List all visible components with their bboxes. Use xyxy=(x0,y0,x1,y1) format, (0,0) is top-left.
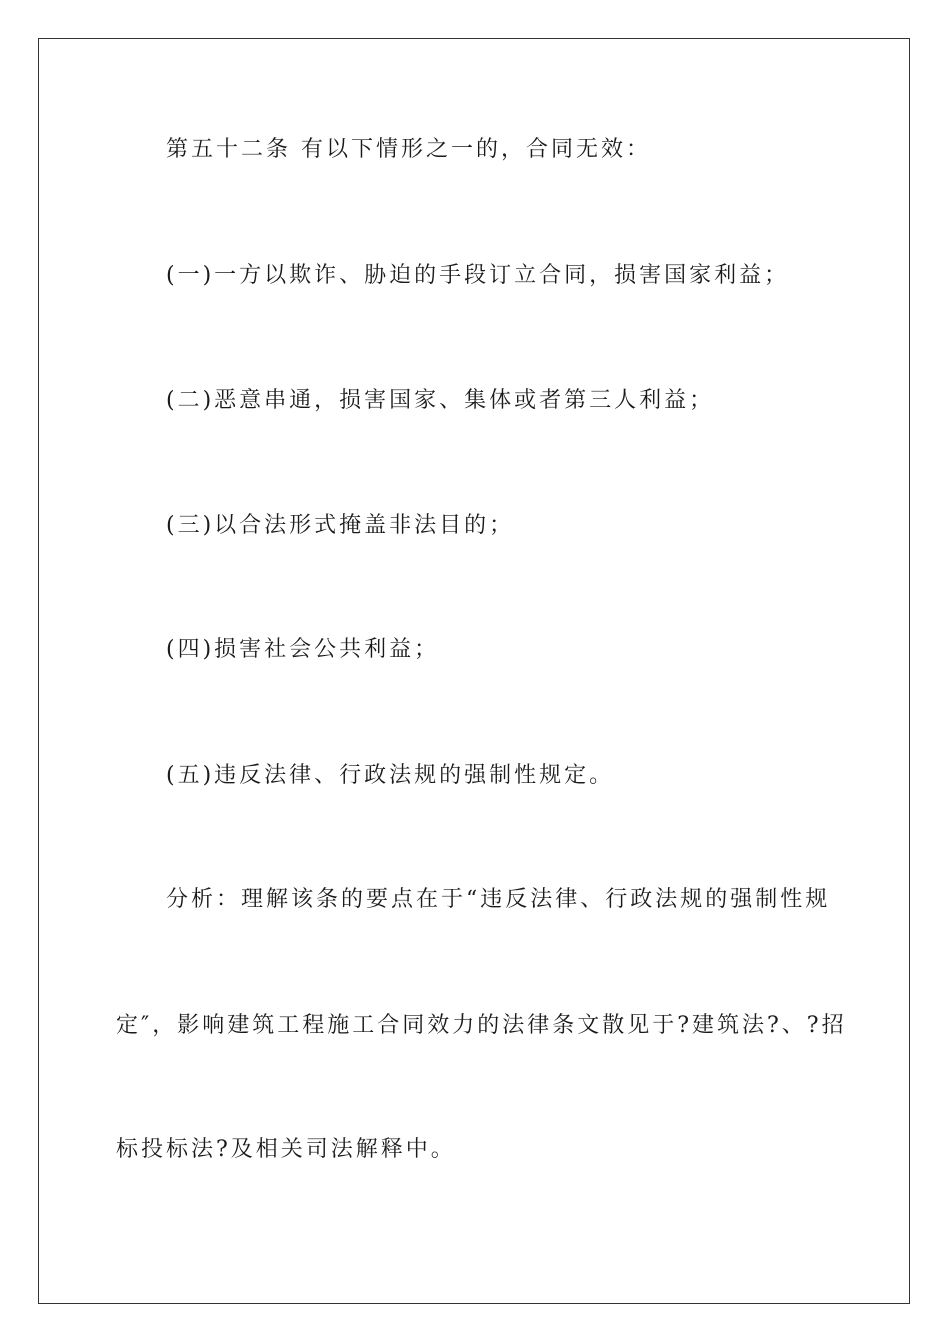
clause-2: (二)恶意串通，损害国家、集体或者第三人利益； xyxy=(166,388,715,413)
clause-3: (三)以合法形式掩盖非法目的； xyxy=(166,513,515,538)
analysis-line-1: 分析：理解该条的要点在于“违反法律、行政法规的强制性规 xyxy=(166,887,831,912)
analysis-line-3: 标投标法?及相关司法解释中。 xyxy=(116,1137,456,1162)
article-heading: 第五十二条 有以下情形之一的，合同无效： xyxy=(166,137,651,162)
clause-5: (五)违反法律、行政法规的强制性规定。 xyxy=(166,763,615,788)
clause-1: (一)一方以欺诈、胁迫的手段订立合同，损害国家利益； xyxy=(166,263,790,288)
analysis-line-2: 定″，影响建筑工程施工合同效力的法律条文散见于?建筑法?、?招 xyxy=(116,1013,847,1038)
clause-4: (四)损害社会公共利益； xyxy=(166,637,440,662)
page-border xyxy=(38,38,910,1304)
